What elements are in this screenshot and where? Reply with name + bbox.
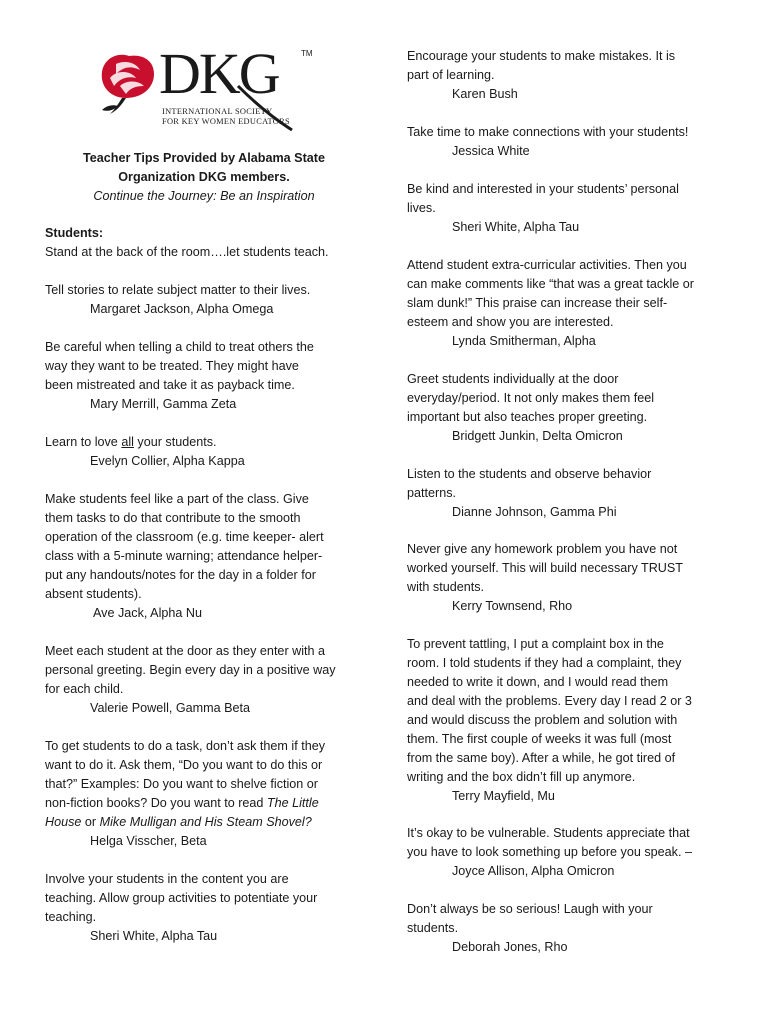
tip-text: To prevent tattling, I put a complaint box in the: [407, 637, 664, 651]
book-title: House: [45, 815, 82, 829]
tip-block: [45, 737, 363, 851]
dkg-logo: [96, 41, 313, 132]
tip-text: way they want to be treated. They might have: [45, 359, 299, 373]
tip-text: them. The first couple of weeks it was full (most: [407, 732, 672, 746]
tip-block: [407, 465, 727, 522]
tip-block: [45, 338, 363, 414]
tip-author: Evelyn Collier, Alpha Kappa: [90, 454, 245, 468]
tip-text: personal greeting. Begin every day in a positive way: [45, 663, 336, 677]
tip-text: want to do it. Ask them, “Do you want to do this or: [45, 758, 323, 772]
tip-text: Be careful when telling a child to treat others the: [45, 340, 314, 354]
tip-text: can make comments like “that was a great tackle or: [407, 277, 694, 291]
tip-author: Dianne Johnson, Gamma Phi: [452, 505, 617, 519]
tip-text: teaching. Allow group activities to potentiate your: [45, 891, 318, 905]
tip-text: To get students to do a task, don’t ask them if they: [45, 739, 326, 753]
tip-text: Involve your students in the content you are: [45, 872, 289, 886]
logo-brand: DKG: [159, 41, 279, 106]
tip-text: patterns.: [407, 486, 457, 500]
tip-text: Stand at the back of the room….let students teach.: [45, 245, 329, 259]
tip-text: Don’t always be so serious! Laugh with your: [407, 902, 653, 916]
tip-text: teaching.: [45, 910, 97, 924]
tip-author: Joyce Allison, Alpha Omicron: [452, 864, 615, 878]
tip-text: [45, 433, 363, 452]
tip-author: Valerie Powell, Gamma Beta: [90, 701, 251, 715]
tip-text: operation of the classroom (e.g. time keeper- alert: [45, 530, 324, 544]
tip-block: [45, 870, 363, 946]
tip-text: Listen to the students and observe behavior: [407, 467, 652, 481]
tip-block: [407, 47, 727, 104]
tip-text: that?” Examples: Do you want to shelve fiction or: [45, 777, 318, 791]
tip-text: slam dunk!” This praise can increase their self-: [407, 296, 668, 310]
tip-author: Karen Bush: [452, 87, 518, 101]
document-header: [45, 149, 363, 206]
subtitle: Continue the Journey: Be an Inspiration: [93, 189, 315, 203]
tip-text: [45, 813, 363, 832]
tip-text-part: or: [81, 815, 100, 829]
tip-block: [45, 642, 363, 718]
tip-text: absent students).: [45, 587, 142, 601]
tip-text: Attend student extra-curricular activities. Then you: [407, 258, 687, 272]
tip-text: them tasks to do that contribute to the smooth: [45, 511, 301, 525]
tip-author: Deborah Jones, Rho: [452, 940, 568, 954]
tip-text: room. I told students if they had a complaint, they: [407, 656, 682, 670]
logo-trademark: TM: [301, 49, 313, 58]
tip-block: [407, 180, 727, 237]
tip-text: with students.: [407, 580, 485, 594]
tip-text: and would discuss the problem and solution with: [407, 713, 678, 727]
tip-text: worked yourself. This will build necessary TRUST: [407, 561, 683, 575]
title-line2: Organization DKG members.: [118, 170, 290, 184]
tip-text: Take time to make connections with your students!: [407, 125, 689, 139]
tip-author: Helga Visscher, Beta: [90, 834, 207, 848]
tip-author: Ave Jack, Alpha Nu: [93, 606, 202, 620]
tip-text: you have to look something up before you speak. –: [407, 845, 692, 859]
book-title: The Little: [266, 796, 319, 810]
tip-text: class with a 5-minute warning; attendance helper-: [45, 549, 323, 563]
tip-text: Greet students individually at the door: [407, 372, 619, 386]
tip-text: from the same boy). After a while, he got tired of: [407, 751, 676, 765]
tip-text: Make students feel like a part of the class. Give: [45, 492, 309, 506]
tip-block: [407, 900, 727, 957]
tip-text: important but also teaches proper greeting.: [407, 410, 648, 424]
tip-text: It’s okay to be vulnerable. Students appreciate that: [407, 826, 690, 840]
tip-author: Margaret Jackson, Alpha Omega: [90, 302, 274, 316]
tip-block: [407, 824, 727, 881]
tip-author: Mary Merrill, Gamma Zeta: [90, 397, 237, 411]
tip-block: [407, 540, 727, 616]
tip-text: esteem and show you are interested.: [407, 315, 614, 329]
tip-author: Sheri White, Alpha Tau: [90, 929, 218, 943]
tip-text: Never give any homework problem you have not: [407, 542, 678, 556]
tip-author: Lynda Smitherman, Alpha: [452, 334, 596, 348]
tip-text: for each child.: [45, 682, 124, 696]
tip-block: [45, 224, 363, 262]
tip-block: [407, 256, 727, 351]
tip-text: Encourage your students to make mistakes. It is: [407, 49, 676, 63]
title-line1: Teacher Tips Provided by Alabama State: [83, 151, 325, 165]
tip-block: [407, 123, 727, 161]
tip-author: Terry Mayfield, Mu: [452, 789, 555, 803]
tip-block: [45, 281, 363, 319]
tip-text: Meet each student at the door as they enter with a: [45, 644, 326, 658]
section-heading: Students:: [45, 226, 104, 240]
tip-text-part: Learn to love: [45, 435, 122, 449]
tip-text: Be kind and interested in your students’ personal: [407, 182, 679, 196]
book-title: Mike Mulligan and His Steam Shovel?: [99, 815, 312, 829]
tip-text: students.: [407, 921, 459, 935]
tip-text: needed to write it down, and I would read them: [407, 675, 669, 689]
tip-author: Sheri White, Alpha Tau: [452, 220, 580, 234]
tip-block: [45, 490, 363, 623]
tip-author: Bridgett Junkin, Delta Omicron: [452, 429, 623, 443]
tip-text: put any handouts/notes for the day in a folder for: [45, 568, 316, 582]
logo-subtitle-line2: FOR KEY WOMEN EDUCATORS: [162, 117, 290, 126]
tip-text: lives.: [407, 201, 436, 215]
tip-author: Kerry Townsend, Rho: [452, 599, 573, 613]
tip-text-part: non-fiction books? Do you want to read: [45, 796, 267, 810]
tip-author: Jessica White: [452, 144, 530, 158]
tip-block: [45, 433, 363, 471]
tip-text: writing and the box didn’t fill up anymore.: [407, 770, 636, 784]
logo-subtitle-line1: INTERNATIONAL SOCIETY: [162, 107, 273, 116]
tip-text: been mistreated and take it as payback time.: [45, 378, 295, 392]
tip-text: everyday/period. It not only makes them feel: [407, 391, 655, 405]
tip-block: [407, 635, 727, 806]
rose-icon: [96, 50, 162, 120]
tip-text: and deal with the problems. Every day I read 2 or 3: [407, 694, 692, 708]
tip-text: part of learning.: [407, 68, 495, 82]
tip-text: Tell stories to relate subject matter to their lives.: [45, 283, 311, 297]
tip-text: [45, 794, 363, 813]
tip-emphasis: all: [121, 435, 134, 449]
tip-text-part: your students.: [133, 435, 217, 449]
tip-block: [407, 370, 727, 446]
